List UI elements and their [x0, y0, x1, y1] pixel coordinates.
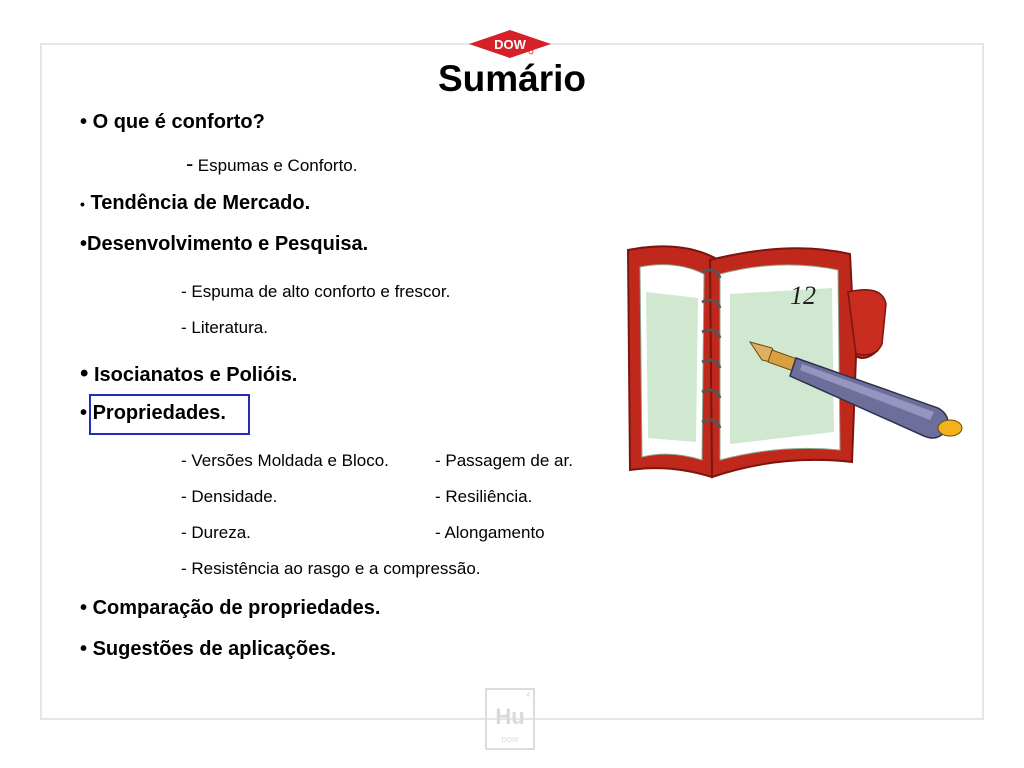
watermark-symbol: Hu: [495, 704, 525, 729]
prop-row-left: - Dureza.: [181, 523, 251, 542]
item-label: Sugestões de aplicações.: [92, 638, 337, 660]
watermark-badge: [485, 688, 535, 750]
logo-text: DOW: [494, 37, 526, 52]
prop-row-left: - Versões Moldada e Bloco.: [181, 451, 389, 470]
page-title: Sumário: [437, 58, 587, 99]
item-label: Tendência de Mercado.: [90, 192, 311, 214]
watermark-caption: DOW: [501, 737, 519, 744]
bullet: •: [80, 196, 85, 212]
bullet: •: [80, 597, 88, 619]
item-desenvolvimento: •Desenvolvimento e Pesquisa.: [80, 233, 369, 255]
prop-last-row: - Resistência ao rasgo e a compressão.: [181, 559, 481, 578]
sub-item-literatura: - Literatura.: [181, 318, 268, 337]
item-comparacao: [80, 597, 380, 620]
item-label: Isocianatos e Polióis.: [93, 364, 298, 386]
prop-row-right: - Passagem de ar.: [435, 451, 573, 470]
sub-item-label: Espumas e Conforto.: [197, 156, 358, 175]
page-number: 12: [790, 281, 816, 310]
bullet: •: [80, 402, 88, 424]
item-sugestoes: [80, 638, 336, 661]
sub-item-espuma-alto-conforto: - Espuma de alto conforto e frescor.: [181, 282, 451, 301]
item-label: Propriedades.: [92, 402, 226, 424]
bullet: •: [80, 111, 88, 133]
item-tendencia: [80, 192, 310, 215]
item-propriedades: [80, 402, 226, 425]
prop-row-left: - Densidade.: [181, 487, 278, 506]
item-label: Comparação de propriedades.: [92, 597, 381, 619]
prop-row-right: - Resiliência.: [435, 487, 533, 506]
item-isocianatos: [80, 360, 297, 388]
watermark-superscript: 4: [526, 692, 530, 699]
dow-logo: [468, 29, 552, 59]
sub-item-espumas: [186, 151, 357, 177]
planner-pen-illustration: [620, 232, 966, 482]
dash: -: [186, 151, 194, 176]
item-label: O que é conforto?: [92, 111, 265, 133]
bullet: •: [80, 638, 88, 660]
item-o-que-e-conforto: [80, 111, 265, 134]
bullet: •: [80, 360, 89, 387]
prop-row-right: - Alongamento: [435, 523, 545, 542]
